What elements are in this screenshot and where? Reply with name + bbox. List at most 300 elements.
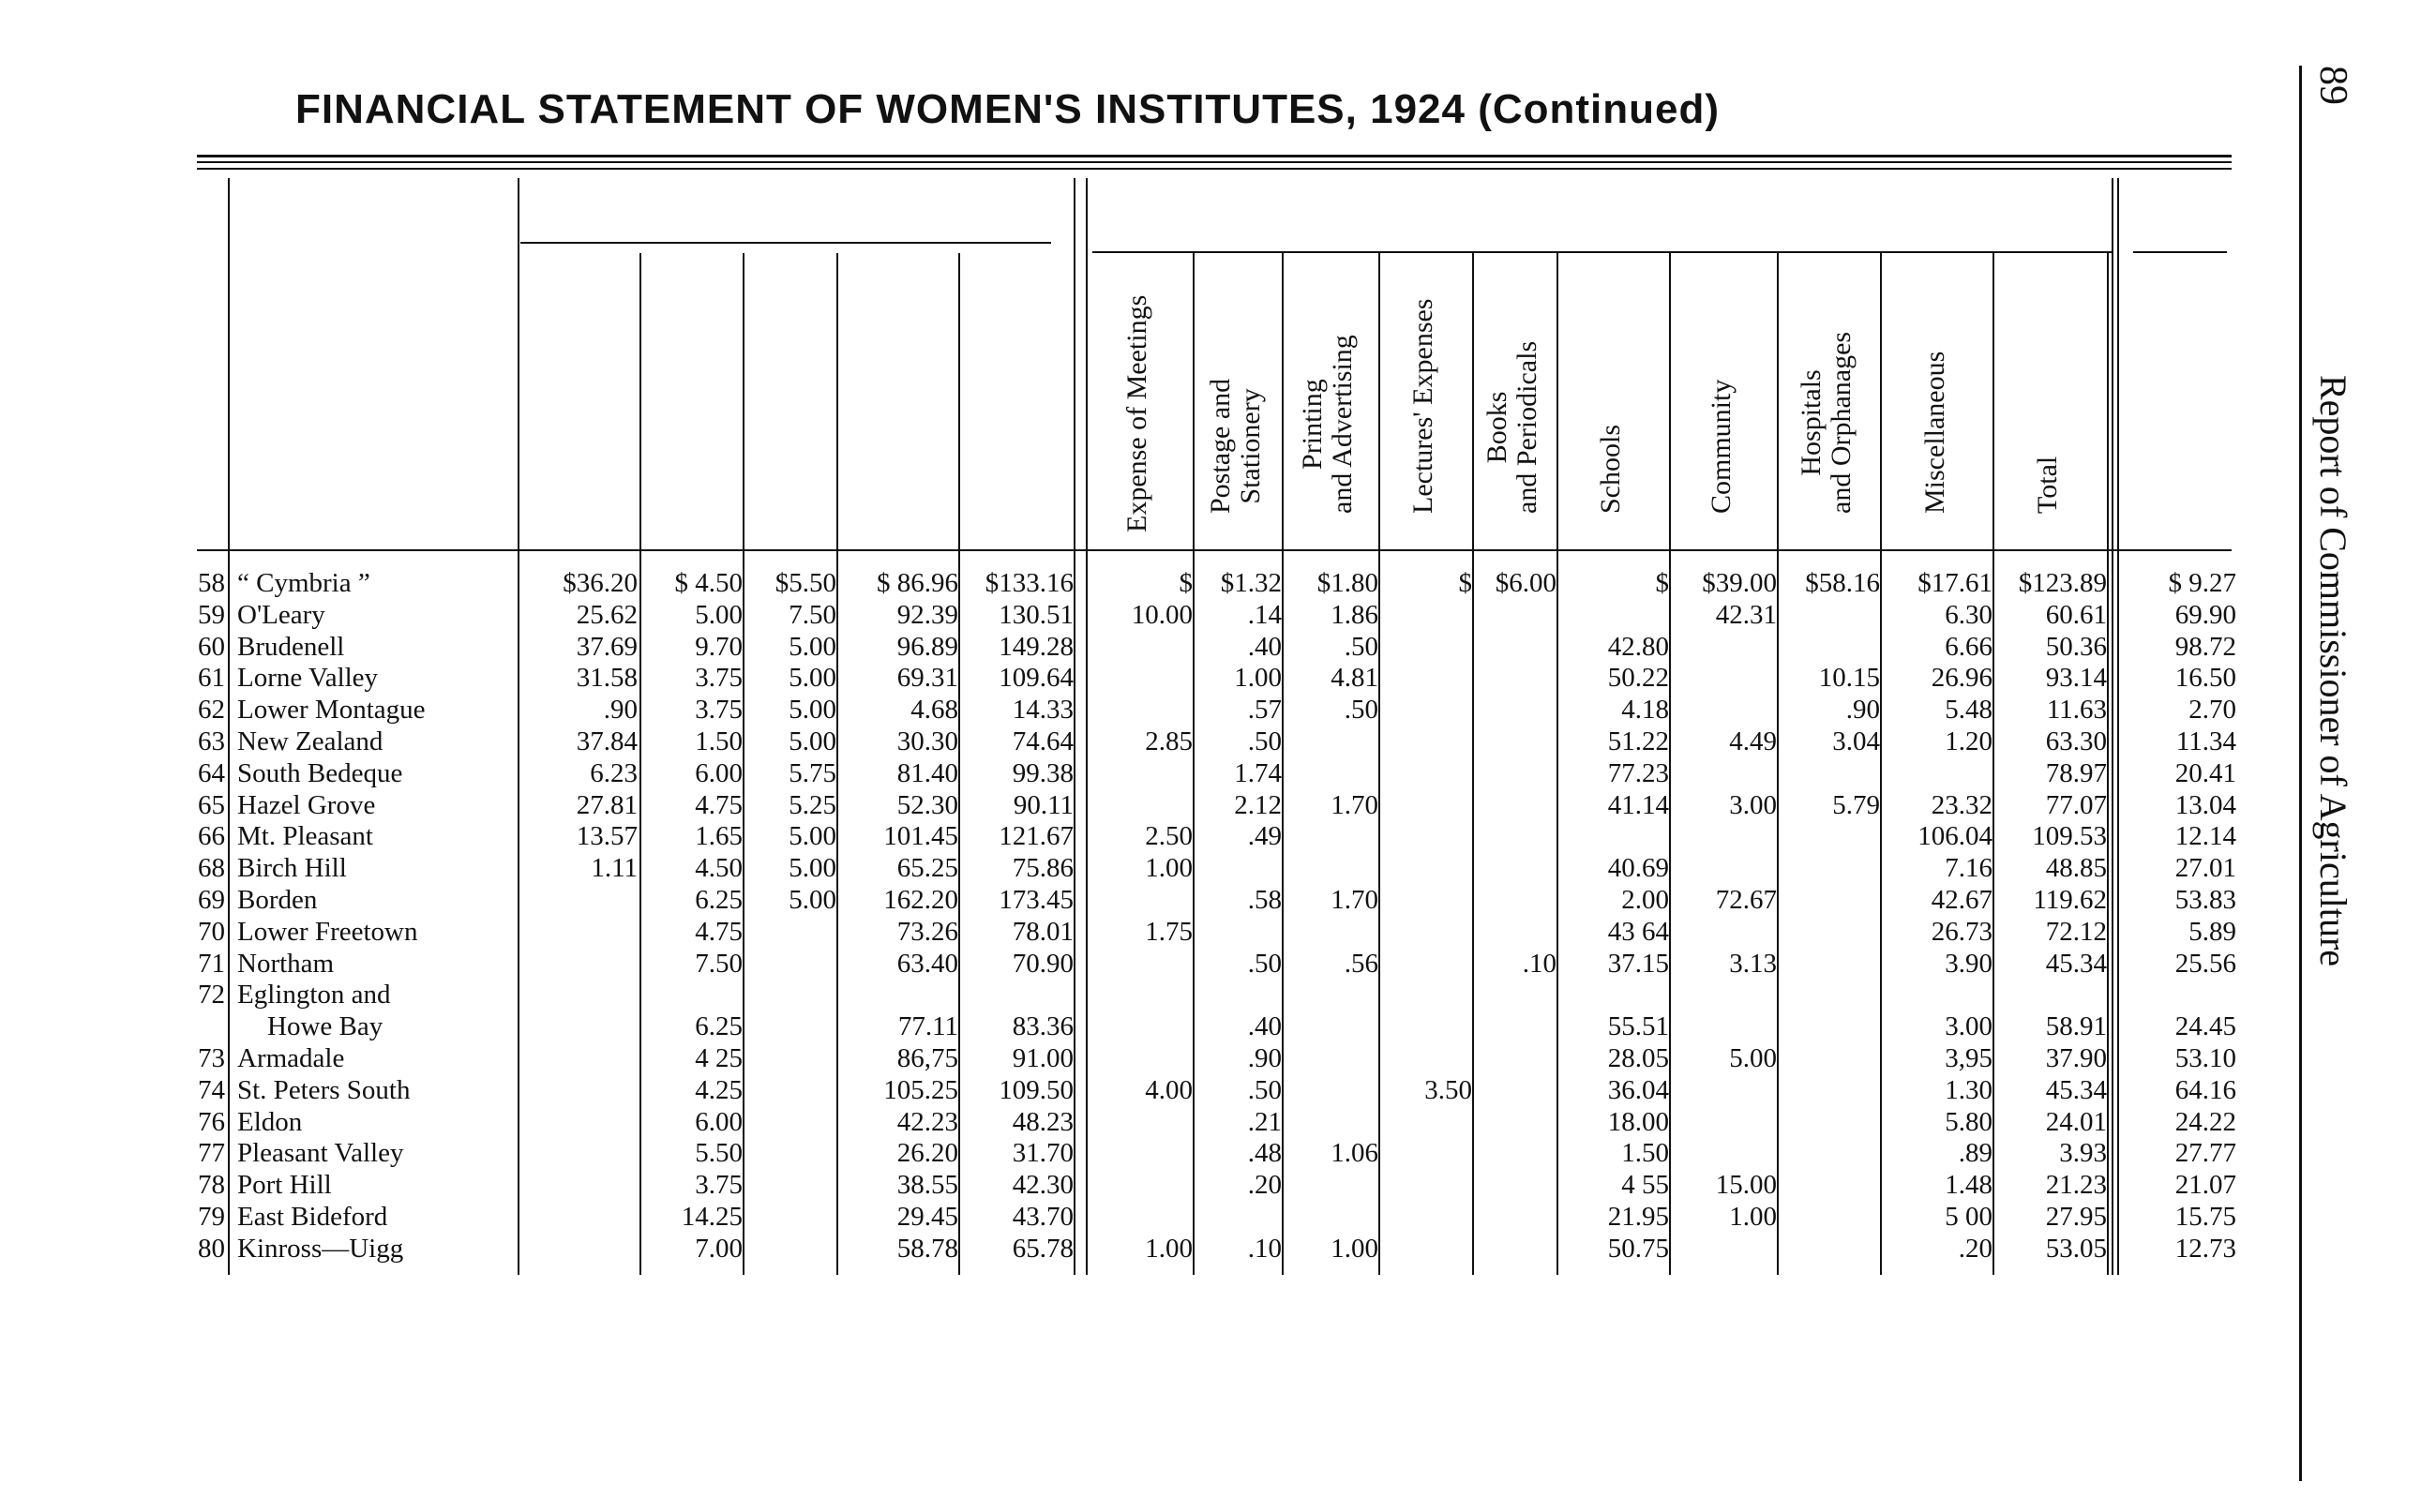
header-postage — [1206, 379, 1265, 514]
cell-balance: 24.45 — [2174, 1011, 2236, 1042]
cell-printing: .50 — [1344, 695, 1378, 726]
cell-total_receipts: 48.23 — [1012, 1106, 1074, 1137]
cell-exp_total: 45.34 — [2045, 1074, 2107, 1105]
cell-meetings: 4.00 — [1145, 1074, 1193, 1105]
cell-no: 62 — [198, 695, 225, 726]
cell-balance: 53.10 — [2174, 1043, 2236, 1073]
cell-schools: 4 55 — [1621, 1170, 1669, 1201]
cell-no: 66 — [198, 821, 225, 852]
cell-schools: 40.69 — [1607, 853, 1669, 884]
cell-meetings: 1.00 — [1145, 853, 1193, 884]
cell-postage: .14 — [1247, 599, 1282, 630]
column-divider — [1669, 253, 1671, 1275]
cell-books: $6.00 — [1495, 568, 1556, 598]
cell-postage: .57 — [1247, 695, 1282, 726]
cell-grants: 5.00 — [789, 663, 836, 694]
cell-total_receipts: 42.30 — [1012, 1170, 1074, 1201]
cell-exp_misc: .89 — [1958, 1138, 1992, 1169]
cell-name: Northam — [237, 948, 335, 979]
cell-balance: 12.14 — [2174, 821, 2236, 852]
cell-misc: 52.30 — [896, 789, 958, 820]
cell-total_receipts: 14.33 — [1012, 695, 1074, 726]
cell-no: 61 — [198, 663, 225, 694]
cell-cash: 25.62 — [576, 599, 638, 630]
cell-name: Pleasant Valley — [237, 1138, 404, 1169]
cell-exp_misc: 23.32 — [1931, 789, 1992, 820]
cell-balance: 20.41 — [2174, 757, 2236, 788]
top-rule — [197, 155, 2232, 157]
cell-total_receipts: 70.90 — [1012, 948, 1074, 979]
balance-rule — [2133, 251, 2227, 253]
cell-grants: 5.00 — [789, 853, 836, 884]
header-community — [1707, 380, 1737, 514]
cell-exp_total: 37.90 — [2045, 1043, 2107, 1073]
cell-total_receipts: 83.36 — [1012, 1011, 1074, 1042]
cell-name: Port Hill — [237, 1170, 332, 1201]
cell-exp_total: 60.61 — [2045, 599, 2107, 630]
cell-fees: 6.25 — [695, 885, 743, 915]
cell-misc: 38.55 — [896, 1170, 958, 1201]
cell-no: 69 — [198, 885, 225, 915]
cell-name: New Zealand — [237, 726, 383, 756]
cell-meetings: 1.00 — [1145, 1233, 1193, 1264]
cell-schools: 1.50 — [1621, 1138, 1669, 1169]
cell-postage: .50 — [1247, 948, 1282, 979]
cell-balance: 15.75 — [2174, 1202, 2236, 1232]
cell-meetings: 2.50 — [1145, 821, 1193, 852]
cell-misc: 81.40 — [896, 757, 958, 788]
cell-balance: 25.56 — [2174, 948, 2236, 979]
cell-no: 71 — [198, 948, 225, 979]
cell-total_receipts: 74.64 — [1012, 726, 1074, 756]
cell-misc: 92.39 — [896, 599, 958, 630]
cell-cash: 37.84 — [576, 726, 638, 756]
header-line: Miscellaneous — [1919, 351, 1950, 514]
cell-postage: .40 — [1247, 1011, 1282, 1042]
cell-schools: 50.22 — [1607, 663, 1669, 694]
header-line: Books — [1481, 391, 1512, 464]
cell-printing: 1.70 — [1331, 885, 1378, 915]
cell-grants: 7.50 — [789, 599, 836, 630]
cell-grants: 5.00 — [789, 695, 836, 726]
cell-no: 74 — [198, 1074, 225, 1105]
cell-total_receipts: 75.86 — [1012, 853, 1074, 884]
cell-postage: 1.74 — [1234, 757, 1282, 788]
cell-balance: $ 9.27 — [2168, 568, 2236, 598]
cell-community: $39.00 — [1702, 568, 1777, 598]
cell-cash: 1.11 — [591, 853, 638, 884]
header-schools — [1596, 425, 1626, 514]
cell-name: Lorne Valley — [237, 663, 379, 694]
cell-community: 5.00 — [1729, 1043, 1777, 1073]
cell-printing: 1.86 — [1331, 599, 1378, 630]
cell-meetings: 2.85 — [1145, 726, 1193, 756]
cell-fees: 6.00 — [695, 1106, 743, 1137]
cell-exp_misc: 1.48 — [1945, 1170, 1992, 1201]
cell-fees: 6.25 — [695, 1011, 743, 1042]
cell-meetings: 10.00 — [1131, 599, 1193, 630]
cell-no: 78 — [198, 1170, 225, 1201]
cell-exp_total: 78.97 — [2045, 757, 2107, 788]
cell-fees: 6.00 — [695, 757, 743, 788]
cell-postage: .40 — [1247, 631, 1282, 662]
cell-no: 70 — [198, 916, 225, 947]
cell-misc: 77.11 — [897, 1011, 958, 1042]
cell-total_receipts: 173.45 — [999, 885, 1074, 915]
header-books — [1482, 341, 1541, 514]
cell-exp_misc: 106.04 — [1917, 821, 1992, 852]
cell-lectures: 3.50 — [1424, 1074, 1472, 1105]
header-printing — [1298, 335, 1357, 514]
cell-hospitals: 3.04 — [1832, 726, 1880, 756]
cell-cash: 27.81 — [576, 789, 638, 820]
cell-name: Mt. Pleasant — [237, 821, 373, 852]
cell-grants: 5.00 — [789, 885, 836, 915]
header-line: Expense of Meetings — [1121, 294, 1152, 532]
cell-name: Lower Freetown — [237, 916, 418, 947]
cell-misc: 162.20 — [883, 885, 958, 915]
cell-misc: $ 86.96 — [877, 568, 958, 598]
cell-schools: 2.00 — [1621, 885, 1669, 915]
cell-no: 80 — [198, 1233, 225, 1264]
cell-hospitals: $58.16 — [1805, 568, 1880, 598]
cell-balance: 11.34 — [2175, 726, 2236, 756]
cell-exp_total: 63.30 — [2045, 726, 2107, 756]
cell-cash: 6.23 — [590, 757, 638, 788]
cell-exp_total: 58.91 — [2045, 1011, 2107, 1042]
cell-misc: 42.23 — [896, 1106, 958, 1137]
cell-grants: 5.00 — [789, 631, 836, 662]
cell-balance: 12.73 — [2174, 1233, 2236, 1264]
cell-exp_misc: 26.96 — [1931, 663, 1992, 694]
header-line: Printing — [1297, 379, 1328, 470]
cell-total_receipts: 78.01 — [1012, 916, 1074, 947]
cell-misc: 29.45 — [896, 1202, 958, 1232]
cell-fees: 4.75 — [695, 916, 743, 947]
cell-misc: 86,75 — [896, 1043, 958, 1073]
cell-exp_total: 11.63 — [2046, 695, 2107, 726]
cell-exp_misc: 42.67 — [1931, 885, 1992, 915]
cell-postage: .10 — [1247, 1233, 1282, 1264]
top-rule-thin-2 — [197, 168, 2232, 170]
header-meetings — [1122, 295, 1152, 532]
cell-exp_total: 119.62 — [2033, 885, 2107, 915]
cell-total_receipts: 31.70 — [1012, 1138, 1074, 1169]
cell-total_receipts: 99.38 — [1012, 757, 1074, 788]
column-divider — [1282, 253, 1284, 1275]
cell-fees: 7.50 — [695, 948, 743, 979]
cell-total_receipts: 149.28 — [999, 631, 1074, 662]
cell-no: 59 — [198, 599, 225, 630]
cell-printing: .50 — [1344, 631, 1378, 662]
cell-schools: 37.15 — [1607, 948, 1669, 979]
header-line: Postage and — [1205, 378, 1236, 514]
cell-name: Borden — [237, 885, 318, 915]
column-divider — [1472, 253, 1474, 1275]
cell-cash: 31.58 — [576, 663, 638, 694]
cell-fees: 3.75 — [695, 695, 743, 726]
cell-postage: .90 — [1247, 1043, 1282, 1073]
cell-printing: 1.06 — [1331, 1138, 1378, 1169]
header-lectures — [1408, 299, 1438, 514]
cell-name: Eglington and — [237, 980, 391, 1010]
cell-no: 73 — [198, 1043, 225, 1073]
cell-grants: 5.00 — [789, 821, 836, 852]
cell-fees: 7.00 — [695, 1233, 743, 1264]
cell-schools: 77.23 — [1607, 757, 1669, 788]
cell-name: Howe Bay — [267, 1011, 383, 1042]
cell-hospitals: 10.15 — [1818, 663, 1880, 694]
cell-misc: 30.30 — [896, 726, 958, 756]
header-hospitals — [1797, 332, 1856, 514]
cell-hospitals: 5.79 — [1832, 789, 1880, 820]
cell-fees: 1.65 — [695, 821, 743, 852]
cell-exp_misc: 3,95 — [1945, 1043, 1992, 1073]
cell-misc: 63.40 — [896, 948, 958, 979]
cell-schools: 43 64 — [1607, 916, 1669, 947]
cell-exp_misc: 5.80 — [1945, 1106, 1992, 1137]
cell-misc: 73.26 — [896, 916, 958, 947]
cell-printing: .56 — [1344, 948, 1378, 979]
cell-schools: 50.75 — [1607, 1233, 1669, 1264]
cell-postage: 1.00 — [1234, 663, 1282, 694]
cell-exp_total: 77.07 — [2045, 789, 2107, 820]
cell-printing: 1.70 — [1331, 789, 1378, 820]
cell-name: Eldon — [237, 1106, 303, 1137]
header-line: Hospitals — [1796, 369, 1827, 476]
header-line: and Periodicals — [1511, 340, 1542, 514]
cell-name: Brudenell — [237, 631, 345, 662]
cell-community: 3.00 — [1729, 789, 1777, 820]
cell-community: 42.31 — [1715, 599, 1777, 630]
cell-books: .10 — [1522, 948, 1556, 979]
cell-exp_misc: 3.00 — [1945, 1011, 1992, 1042]
cell-exp_misc: 5.48 — [1945, 695, 1992, 726]
cell-no: 68 — [198, 853, 225, 884]
cell-community: 15.00 — [1715, 1170, 1777, 1201]
cell-exp_total: 24.01 — [2045, 1106, 2107, 1137]
header-line: and Advertising — [1326, 335, 1358, 514]
cell-exp_misc: 7.16 — [1945, 853, 1992, 884]
cell-balance: 2.70 — [2188, 695, 2236, 726]
cell-cash: .90 — [603, 695, 638, 726]
receipts-rule — [520, 242, 1051, 244]
cell-balance: 53.83 — [2174, 885, 2236, 915]
expenditure-rule — [1092, 251, 2113, 253]
cell-no: 58 — [198, 568, 225, 598]
cell-no: 64 — [198, 757, 225, 788]
cell-exp_total: 109.53 — [2032, 821, 2107, 852]
column-divider — [1074, 178, 1075, 1275]
cell-cash: $36.20 — [563, 568, 638, 598]
cell-name: O'Leary — [237, 599, 325, 630]
cell-total_receipts: 65.78 — [1012, 1233, 1074, 1264]
header-line: Community — [1706, 379, 1737, 514]
cell-total_receipts: 43.70 — [1012, 1202, 1074, 1232]
cell-name: East Bideford — [237, 1202, 388, 1232]
cell-schools: 55.51 — [1607, 1011, 1669, 1042]
header-bottom-rule — [197, 549, 2232, 551]
cell-exp_total: 53.05 — [2045, 1233, 2107, 1264]
header-line: Lectures' Expenses — [1407, 298, 1438, 514]
cell-misc: 4.68 — [910, 695, 958, 726]
column-divider — [2117, 178, 2119, 1275]
cell-no: 76 — [198, 1106, 225, 1137]
cell-total_receipts: 130.51 — [999, 599, 1074, 630]
cell-grants: 5.75 — [789, 757, 836, 788]
cell-exp_total: 21.23 — [2045, 1170, 2107, 1201]
cell-exp_total: 48.85 — [2045, 853, 2107, 884]
cell-community: 72.67 — [1715, 885, 1777, 915]
cell-balance: 64.16 — [2174, 1074, 2236, 1105]
cell-cash: 37.69 — [576, 631, 638, 662]
cell-postage: .48 — [1247, 1138, 1282, 1169]
cell-balance: 98.72 — [2174, 631, 2236, 662]
cell-postage: .50 — [1247, 1074, 1282, 1105]
cell-fees: 4.50 — [695, 853, 743, 884]
cell-total_receipts: 91.00 — [1012, 1043, 1074, 1073]
cell-fees: 3.75 — [695, 663, 743, 694]
column-divider — [2107, 253, 2109, 1275]
cell-balance: 16.50 — [2174, 663, 2236, 694]
cell-schools: 36.04 — [1607, 1074, 1669, 1105]
cell-meetings: $ — [1179, 568, 1193, 598]
cell-fees: 5.50 — [695, 1138, 743, 1169]
cell-balance: 27.77 — [2174, 1138, 2236, 1169]
cell-total_receipts: $133.16 — [985, 568, 1074, 598]
cell-postage: .20 — [1247, 1170, 1282, 1201]
header-line: and Orphanages — [1825, 331, 1857, 514]
cell-no: 63 — [198, 726, 225, 756]
cell-exp_total: 45.34 — [2045, 948, 2107, 979]
top-rule-thin — [197, 161, 2232, 163]
header-exp_total — [2033, 457, 2063, 514]
cell-postage: 2.12 — [1234, 789, 1282, 820]
cell-name: “ Cymbria ” — [237, 568, 370, 598]
cell-postage: .49 — [1247, 821, 1282, 852]
cell-name: South Bedeque — [237, 757, 403, 788]
header-line: Total — [2032, 456, 2063, 514]
cell-schools: 28.05 — [1607, 1043, 1669, 1073]
header-line: Schools — [1595, 424, 1626, 514]
cell-exp_total: 3.93 — [2059, 1138, 2107, 1169]
cell-fees: 5.00 — [695, 599, 743, 630]
cell-exp_misc: 6.66 — [1945, 631, 1992, 662]
cell-balance: 27.01 — [2174, 853, 2236, 884]
page-title: FINANCIAL STATEMENT OF WOMEN'S INSTITUTES, 1924 (Continued) — [295, 86, 1721, 132]
column-divider — [2112, 178, 2113, 1275]
cell-postage: $1.32 — [1220, 568, 1282, 598]
cell-exp_misc: $17.61 — [1917, 568, 1992, 598]
cell-balance: 21.07 — [2174, 1170, 2236, 1201]
cell-printing: 1.00 — [1331, 1233, 1378, 1264]
cell-cash: 13.57 — [576, 821, 638, 852]
cell-exp_total: 93.14 — [2045, 663, 2107, 694]
cell-exp_total: 50.36 — [2045, 631, 2107, 662]
cell-exp_total: 72.12 — [2045, 916, 2107, 947]
cell-name: Kinross—Uigg — [237, 1233, 404, 1264]
cell-no: 65 — [198, 789, 225, 820]
cell-fees: $ 4.50 — [674, 568, 743, 598]
cell-misc: 69.31 — [896, 663, 958, 694]
header-exp_misc — [1920, 352, 1950, 514]
cell-grants: 5.00 — [789, 726, 836, 756]
cell-misc: 105.25 — [883, 1074, 958, 1105]
cell-community: 1.00 — [1729, 1202, 1777, 1232]
cell-schools: 4.18 — [1621, 695, 1669, 726]
cell-fees: 14.25 — [681, 1202, 743, 1232]
cell-lectures: $ — [1458, 568, 1472, 598]
cell-name: Hazel Grove — [237, 789, 376, 820]
cell-printing: 4.81 — [1331, 663, 1378, 694]
cell-schools: 21.95 — [1607, 1202, 1669, 1232]
cell-balance: 13.04 — [2174, 789, 2236, 820]
column-divider — [1378, 253, 1380, 1275]
cell-balance: 69.90 — [2174, 599, 2236, 630]
cell-schools: 41.14 — [1607, 789, 1669, 820]
cell-exp_misc: 5 00 — [1945, 1202, 1992, 1232]
cell-misc: 26.20 — [896, 1138, 958, 1169]
cell-meetings: 1.75 — [1145, 916, 1193, 947]
cell-fees: 4.25 — [695, 1074, 743, 1105]
cell-misc: 58.78 — [896, 1233, 958, 1264]
cell-no: 77 — [198, 1138, 225, 1169]
cell-fees: 4.75 — [695, 789, 743, 820]
cell-misc: 96.89 — [896, 631, 958, 662]
cell-community: 4.49 — [1729, 726, 1777, 756]
cell-misc: 65.25 — [896, 853, 958, 884]
cell-no: 72 — [198, 980, 225, 1010]
cell-misc: 101.45 — [883, 821, 958, 852]
cell-exp_misc: 26.73 — [1931, 916, 1992, 947]
cell-exp_misc: 1.20 — [1945, 726, 1992, 756]
cell-exp_misc: 3.90 — [1945, 948, 1992, 979]
cell-grants: $5.50 — [774, 568, 836, 598]
cell-postage: .58 — [1247, 885, 1282, 915]
cell-fees: 4 25 — [695, 1043, 743, 1073]
cell-no: 79 — [198, 1202, 225, 1232]
cell-postage: .21 — [1247, 1106, 1282, 1137]
cell-exp_misc: .20 — [1958, 1233, 1992, 1264]
column-divider — [228, 178, 230, 1275]
header-line: Stationery — [1234, 388, 1266, 504]
cell-fees: 1.50 — [695, 726, 743, 756]
cell-postage: .50 — [1247, 726, 1282, 756]
cell-name: St. Peters South — [237, 1074, 411, 1105]
cell-name: Birch Hill — [237, 853, 347, 884]
column-divider — [1777, 253, 1779, 1275]
cell-grants: 5.25 — [789, 789, 836, 820]
cell-balance: 24.22 — [2174, 1106, 2236, 1137]
cell-hospitals: .90 — [1845, 695, 1880, 726]
cell-schools: 51.22 — [1607, 726, 1669, 756]
cell-exp_misc: 6.30 — [1945, 599, 1992, 630]
cell-total_receipts: 90.11 — [1013, 789, 1074, 820]
cell-exp_misc: 1.30 — [1945, 1074, 1992, 1105]
cell-total_receipts: 109.50 — [999, 1074, 1074, 1105]
cell-schools: 42.80 — [1607, 631, 1669, 662]
cell-schools: $ — [1655, 568, 1669, 598]
cell-total_receipts: 109.64 — [999, 663, 1074, 694]
cell-fees: 3.75 — [695, 1170, 743, 1201]
cell-exp_total: 27.95 — [2045, 1202, 2107, 1232]
cell-fees: 9.70 — [695, 631, 743, 662]
cell-total_receipts: 121.67 — [999, 821, 1074, 852]
cell-name: Lower Montague — [237, 695, 426, 726]
cell-schools: 18.00 — [1607, 1106, 1669, 1137]
cell-printing: $1.80 — [1316, 568, 1378, 598]
cell-community: 3.13 — [1729, 948, 1777, 979]
